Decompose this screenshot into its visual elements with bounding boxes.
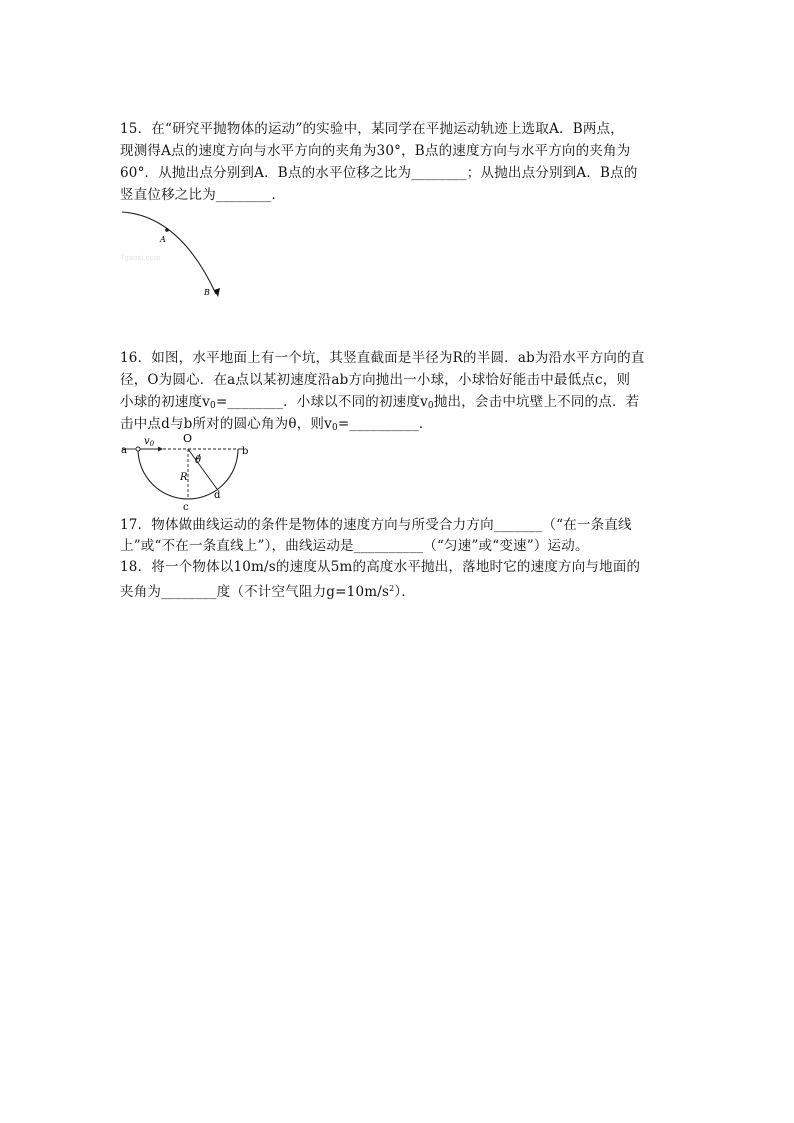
q15-line-4: 竖直位移之比为________． — [120, 187, 286, 203]
q15-line-3: 60°．从抛出点分别到A．B点的水平位移之比为________；从抛出点分别到A．B点的 — [120, 165, 638, 181]
label-r: R — [180, 472, 188, 483]
q16-l4-sub: 0 — [331, 423, 338, 433]
q16-l3-sub2: 0 — [427, 401, 434, 411]
label-b: b — [242, 446, 249, 457]
velocity-arrow-head — [158, 447, 163, 452]
trajectory-curve — [122, 212, 216, 294]
label-theta: θ — [195, 455, 202, 466]
q16-l3-b: =________．小球以不同的初速度v — [215, 394, 428, 410]
radius-od — [188, 449, 217, 489]
label-d: d — [214, 490, 221, 501]
q16-line-2: 径，O为圆心．在a点以某初速度沿ab方向抛出一小球，小球恰好能击中最低点c，则 — [120, 372, 631, 388]
point-a — [165, 228, 169, 232]
q15-line-2: 现测得A点的速度方向与水平方向的夹角为30°，B点的速度方向与水平方向的夹角为 — [120, 143, 631, 159]
q18-l2-a: 夹角为________度（不计空气阻力g=10m/s — [120, 584, 390, 600]
q17-line-1: 17．物体做曲线运动的条件是物体的速度方向与所受合力方向_______（“在一条直线 — [120, 517, 632, 533]
label-v0: $v_0$ — [144, 436, 155, 448]
watermark: 7gaoxi.com — [120, 254, 161, 262]
label-o: O — [183, 432, 193, 445]
q18-l2-sup: 2 — [389, 584, 395, 593]
label-a: A — [160, 235, 166, 244]
label-b: B — [204, 288, 210, 297]
q16-l3-a: 小球的初速度v — [120, 394, 211, 410]
q15-trajectory-figure — [118, 206, 238, 298]
label-c: c — [183, 502, 189, 512]
q15-line-1: 15．在“研究平抛物体的运动”的实验中，某同学在平抛运动轨迹上选取A．B两点， — [120, 121, 624, 137]
q16-l4-a: 击中点d与b所对的圆心角为θ，则v — [120, 416, 332, 432]
q16-line-1: 16．如图，水平地面上有一个坑，其竖直截面是半径为R的半圆．ab为沿水平方向的直 — [120, 350, 645, 366]
q18-line-2 — [120, 578, 415, 603]
q16-pit-figure — [118, 430, 252, 512]
q17-line-2: 上”或“不在一条直线上”），曲线运动是__________（“匀速”或“变速”）运动。 — [120, 538, 589, 554]
q18-l2-b: ）． — [394, 584, 416, 600]
label-a: a — [121, 445, 127, 456]
q16-l3-sub: 0 — [210, 401, 216, 411]
ball — [136, 447, 140, 451]
q16-l3-c: 抛出，会击中坑壁上不同的点．若 — [433, 394, 640, 410]
q18-line-1: 18．将一个物体以10m/s的速度从5m的高度水平抛出，落地时它的速度方向与地面的 — [120, 559, 641, 575]
q16-l4-b: =__________． — [337, 416, 433, 432]
